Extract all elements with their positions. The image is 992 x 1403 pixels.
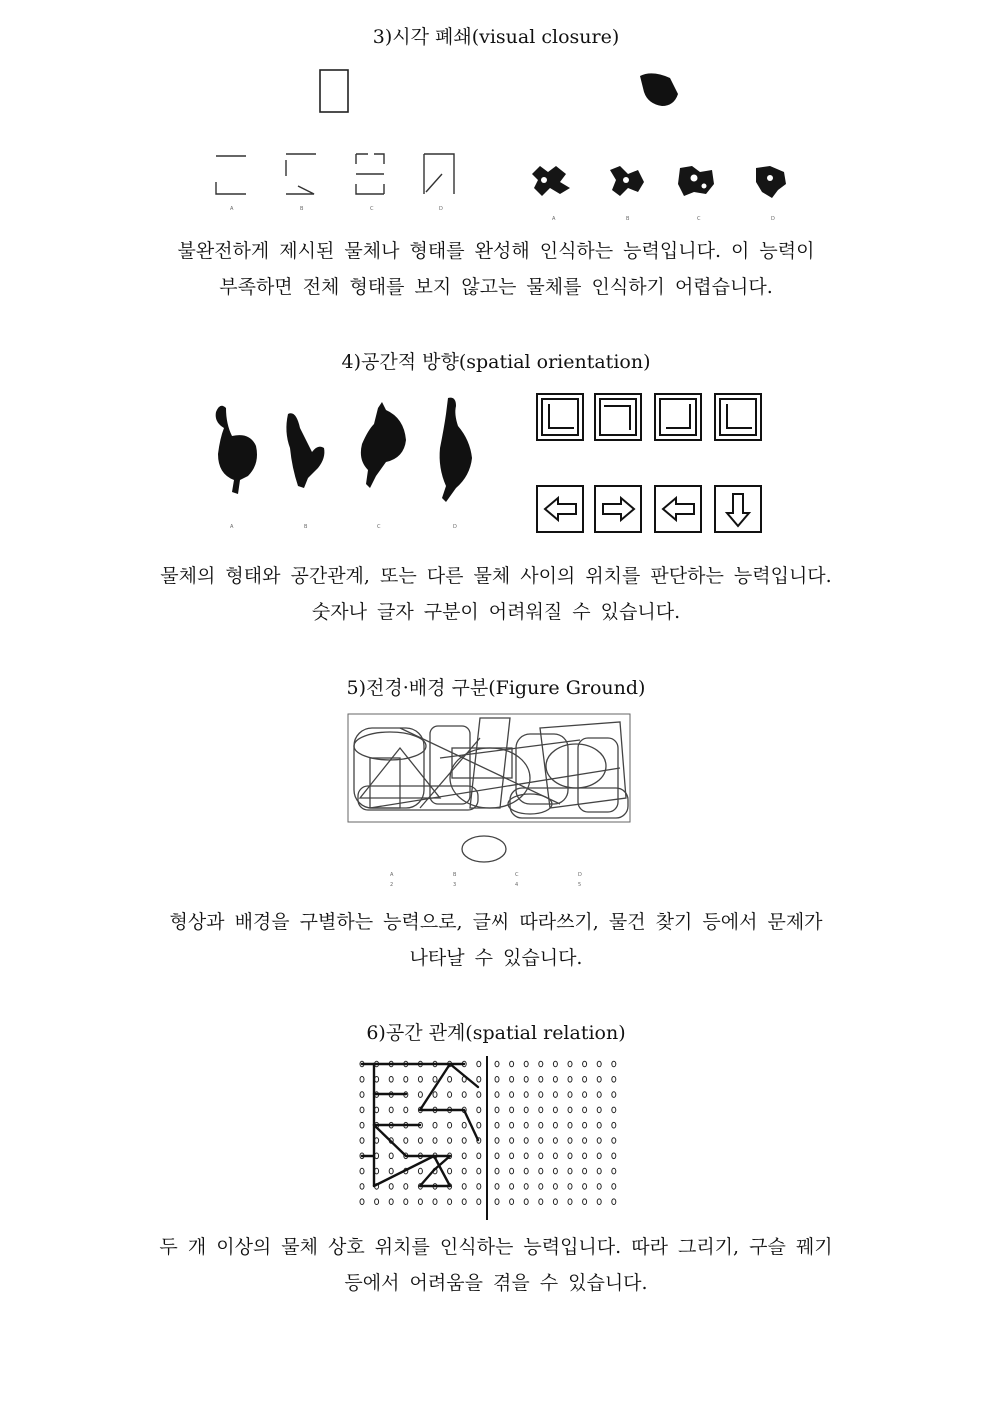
grid-dot — [404, 1077, 408, 1083]
grid-dot — [524, 1138, 528, 1144]
option-label: C — [697, 216, 701, 222]
grid-dot — [539, 1077, 543, 1083]
grid-dot — [539, 1107, 543, 1113]
grid-dot — [597, 1077, 601, 1083]
grid-dot — [597, 1092, 601, 1098]
option-label: C — [370, 206, 374, 212]
grid-dot — [495, 1122, 499, 1128]
grid-dot — [553, 1138, 557, 1144]
grid-dot — [583, 1092, 587, 1098]
grid-dot — [360, 1092, 364, 1098]
grid-dot — [539, 1122, 543, 1128]
grid-dot — [360, 1168, 364, 1174]
grid-dot — [524, 1061, 528, 1067]
grid-dot — [389, 1107, 393, 1113]
grid-dot — [360, 1077, 364, 1083]
grid-dot — [553, 1107, 557, 1113]
grid-dot — [583, 1138, 587, 1144]
grid-dot — [539, 1168, 543, 1174]
grid-dot — [375, 1199, 379, 1205]
grid-dot — [389, 1168, 393, 1174]
grid-dot — [539, 1061, 543, 1067]
grid-dot — [583, 1153, 587, 1159]
grid-dot — [418, 1199, 422, 1205]
grid-dot — [448, 1092, 452, 1098]
grid-dot — [568, 1199, 572, 1205]
option-label: C — [377, 524, 381, 530]
grid-dot — [568, 1092, 572, 1098]
grid-dot — [433, 1122, 437, 1128]
grid-dot — [553, 1153, 557, 1159]
option-label: A — [230, 524, 234, 530]
grid-dot — [612, 1122, 616, 1128]
grid-dot — [612, 1153, 616, 1159]
grid-dot — [404, 1184, 408, 1190]
grid-dot — [418, 1092, 422, 1098]
grid-dot — [510, 1122, 514, 1128]
grid-dot — [510, 1061, 514, 1067]
grid-dot — [477, 1122, 481, 1128]
grid-dot — [462, 1184, 466, 1190]
grid-dot — [495, 1184, 499, 1190]
paragraph-figure-ground — [0, 904, 992, 976]
grid-dot — [553, 1168, 557, 1174]
heading-spatial-orientation: 4)공간적 방향(spatial orientation) — [341, 351, 651, 373]
grid-dot — [568, 1107, 572, 1113]
grid-dot — [375, 1138, 379, 1144]
grid-dot — [568, 1153, 572, 1159]
grid-dot — [583, 1184, 587, 1190]
option-label: D — [439, 206, 443, 212]
text-line: 물체의 형태와 공간관계, 또는 다른 물체 사이의 위치를 판단하는 능력입니다. — [160, 565, 832, 587]
grid-dot — [539, 1184, 543, 1190]
grid-dot — [448, 1199, 452, 1205]
grid-dot — [612, 1184, 616, 1190]
grid-dot — [477, 1153, 481, 1159]
grid-dot — [583, 1122, 587, 1128]
grid-dot — [553, 1199, 557, 1205]
grid-dot — [495, 1168, 499, 1174]
grid-dot — [597, 1168, 601, 1174]
grid-dot — [553, 1184, 557, 1190]
grid-dot — [477, 1077, 481, 1083]
text-line: 부족하면 전체 형태를 보지 않고는 물체를 인식하기 어렵습니다. — [219, 276, 773, 298]
grid-dot — [418, 1077, 422, 1083]
option-label: A — [230, 206, 234, 212]
grid-dot — [404, 1107, 408, 1113]
grid-dot — [495, 1092, 499, 1098]
spatial-relation-figure — [350, 1052, 630, 1224]
grid-dot — [495, 1153, 499, 1159]
grid-dot — [597, 1061, 601, 1067]
grid-dot — [360, 1122, 364, 1128]
paragraph-spatial-relation — [0, 1229, 992, 1301]
grid-dot — [433, 1077, 437, 1083]
text-line: 형상과 배경을 구별하는 능력으로, 글씨 따라쓰기, 물건 찾기 등에서 문제가 — [169, 911, 823, 933]
grid-dot — [462, 1168, 466, 1174]
grid-dot — [462, 1092, 466, 1098]
grid-dot — [583, 1077, 587, 1083]
grid-dot — [404, 1199, 408, 1205]
spatial-orientation-figure — [200, 388, 780, 538]
grid-dot — [448, 1168, 452, 1174]
figure-ground-figure — [340, 708, 640, 898]
grid-dot — [375, 1077, 379, 1083]
grid-dot — [510, 1092, 514, 1098]
grid-dot — [597, 1153, 601, 1159]
grid-dot — [360, 1107, 364, 1113]
grid-dot — [389, 1077, 393, 1083]
grid-dot — [612, 1138, 616, 1144]
grid-dot — [583, 1199, 587, 1205]
grid-dot — [597, 1138, 601, 1144]
grid-dot — [539, 1199, 543, 1205]
grid-dot — [433, 1138, 437, 1144]
grid-dot — [597, 1107, 601, 1113]
grid-dot — [375, 1153, 379, 1159]
text-line: 두 개 이상의 물체 상호 위치를 인식하는 능력입니다. 따라 그리기, 구슬 꿰기 — [159, 1236, 833, 1258]
grid-dot — [477, 1168, 481, 1174]
grid-dot — [524, 1122, 528, 1128]
grid-dot — [375, 1168, 379, 1174]
grid-dot — [524, 1107, 528, 1113]
grid-dot — [568, 1138, 572, 1144]
grid-dot — [477, 1199, 481, 1205]
grid-dot — [539, 1092, 543, 1098]
grid-dot — [612, 1092, 616, 1098]
grid-dot — [389, 1199, 393, 1205]
text-line: 숫자나 글자 구분이 어려워질 수 있습니다. — [311, 601, 681, 623]
grid-dot — [495, 1077, 499, 1083]
grid-dot — [612, 1077, 616, 1083]
grid-dot — [510, 1077, 514, 1083]
grid-dot — [510, 1168, 514, 1174]
grid-dot — [568, 1122, 572, 1128]
option-number: 4 — [515, 882, 519, 888]
grid-dot — [462, 1153, 466, 1159]
grid-dot — [597, 1199, 601, 1205]
grid-dot — [539, 1138, 543, 1144]
grid-dot — [477, 1107, 481, 1113]
paragraph-spatial-orientation — [0, 558, 992, 630]
grid-dot — [553, 1061, 557, 1067]
grid-dot — [477, 1184, 481, 1190]
option-label: A — [390, 872, 394, 878]
text-line: 등에서 어려움을 겪을 수 있습니다. — [344, 1272, 648, 1294]
grid-dot — [404, 1138, 408, 1144]
grid-dot — [510, 1107, 514, 1113]
grid-dot — [568, 1077, 572, 1083]
grid-dot — [495, 1199, 499, 1205]
visual-closure-figure — [200, 62, 800, 227]
grid-dot — [597, 1122, 601, 1128]
grid-dot — [583, 1168, 587, 1174]
grid-dot — [510, 1199, 514, 1205]
grid-dot — [462, 1199, 466, 1205]
grid-dot — [553, 1122, 557, 1128]
option-label: D — [578, 872, 582, 878]
grid-dot — [524, 1184, 528, 1190]
grid-dot — [553, 1092, 557, 1098]
grid-dot — [360, 1138, 364, 1144]
text-line: 나타날 수 있습니다. — [409, 947, 583, 969]
grid-dot — [612, 1061, 616, 1067]
grid-dot — [524, 1199, 528, 1205]
heading-figure-ground: 5)전경·배경 구분(Figure Ground) — [346, 677, 646, 699]
grid-dot — [583, 1061, 587, 1067]
option-label: A — [552, 216, 556, 222]
option-label: D — [771, 216, 775, 222]
option-label: B — [304, 524, 308, 530]
grid-dot — [389, 1153, 393, 1159]
paragraph-visual-closure — [0, 233, 992, 305]
text-line: 불완전하게 제시된 물체나 형태를 완성해 인식하는 능력입니다. 이 능력이 — [177, 240, 815, 262]
grid-dot — [612, 1199, 616, 1205]
grid-dot — [597, 1184, 601, 1190]
grid-dot — [495, 1107, 499, 1113]
grid-dot — [568, 1061, 572, 1067]
grid-dot — [448, 1077, 452, 1083]
grid-dot — [568, 1168, 572, 1174]
option-number: 2 — [390, 882, 394, 888]
grid-dot — [375, 1107, 379, 1113]
grid-dot — [360, 1199, 364, 1205]
grid-dot — [539, 1153, 543, 1159]
grid-dot — [418, 1168, 422, 1174]
option-label: B — [453, 872, 457, 878]
grid-dot — [448, 1138, 452, 1144]
option-number: 5 — [578, 882, 582, 888]
grid-dot — [524, 1092, 528, 1098]
grid-dot — [612, 1107, 616, 1113]
grid-dot — [524, 1077, 528, 1083]
grid-dot — [418, 1138, 422, 1144]
grid-dot — [510, 1153, 514, 1159]
grid-dot — [477, 1061, 481, 1067]
grid-dot — [495, 1061, 499, 1067]
grid-dot — [462, 1122, 466, 1128]
option-label: B — [626, 216, 630, 222]
option-number: 3 — [453, 882, 457, 888]
grid-dot — [524, 1153, 528, 1159]
option-label: B — [300, 206, 304, 212]
grid-dot — [433, 1092, 437, 1098]
option-label: C — [515, 872, 519, 878]
grid-dot — [553, 1077, 557, 1083]
grid-dot — [612, 1168, 616, 1174]
grid-dot — [360, 1184, 364, 1190]
grid-dot — [448, 1122, 452, 1128]
heading-visual-closure: 3)시각 폐쇄(visual closure) — [372, 26, 620, 48]
grid-dot — [462, 1138, 466, 1144]
grid-dot — [524, 1168, 528, 1174]
grid-dot — [495, 1138, 499, 1144]
grid-dot — [510, 1138, 514, 1144]
grid-dot — [568, 1184, 572, 1190]
grid-dot — [433, 1199, 437, 1205]
grid-dot — [477, 1092, 481, 1098]
grid-dot — [389, 1184, 393, 1190]
grid-dot — [583, 1107, 587, 1113]
option-label: D — [453, 524, 457, 530]
heading-spatial-relation: 6)공간 관계(spatial relation) — [366, 1022, 626, 1044]
grid-dot — [510, 1184, 514, 1190]
